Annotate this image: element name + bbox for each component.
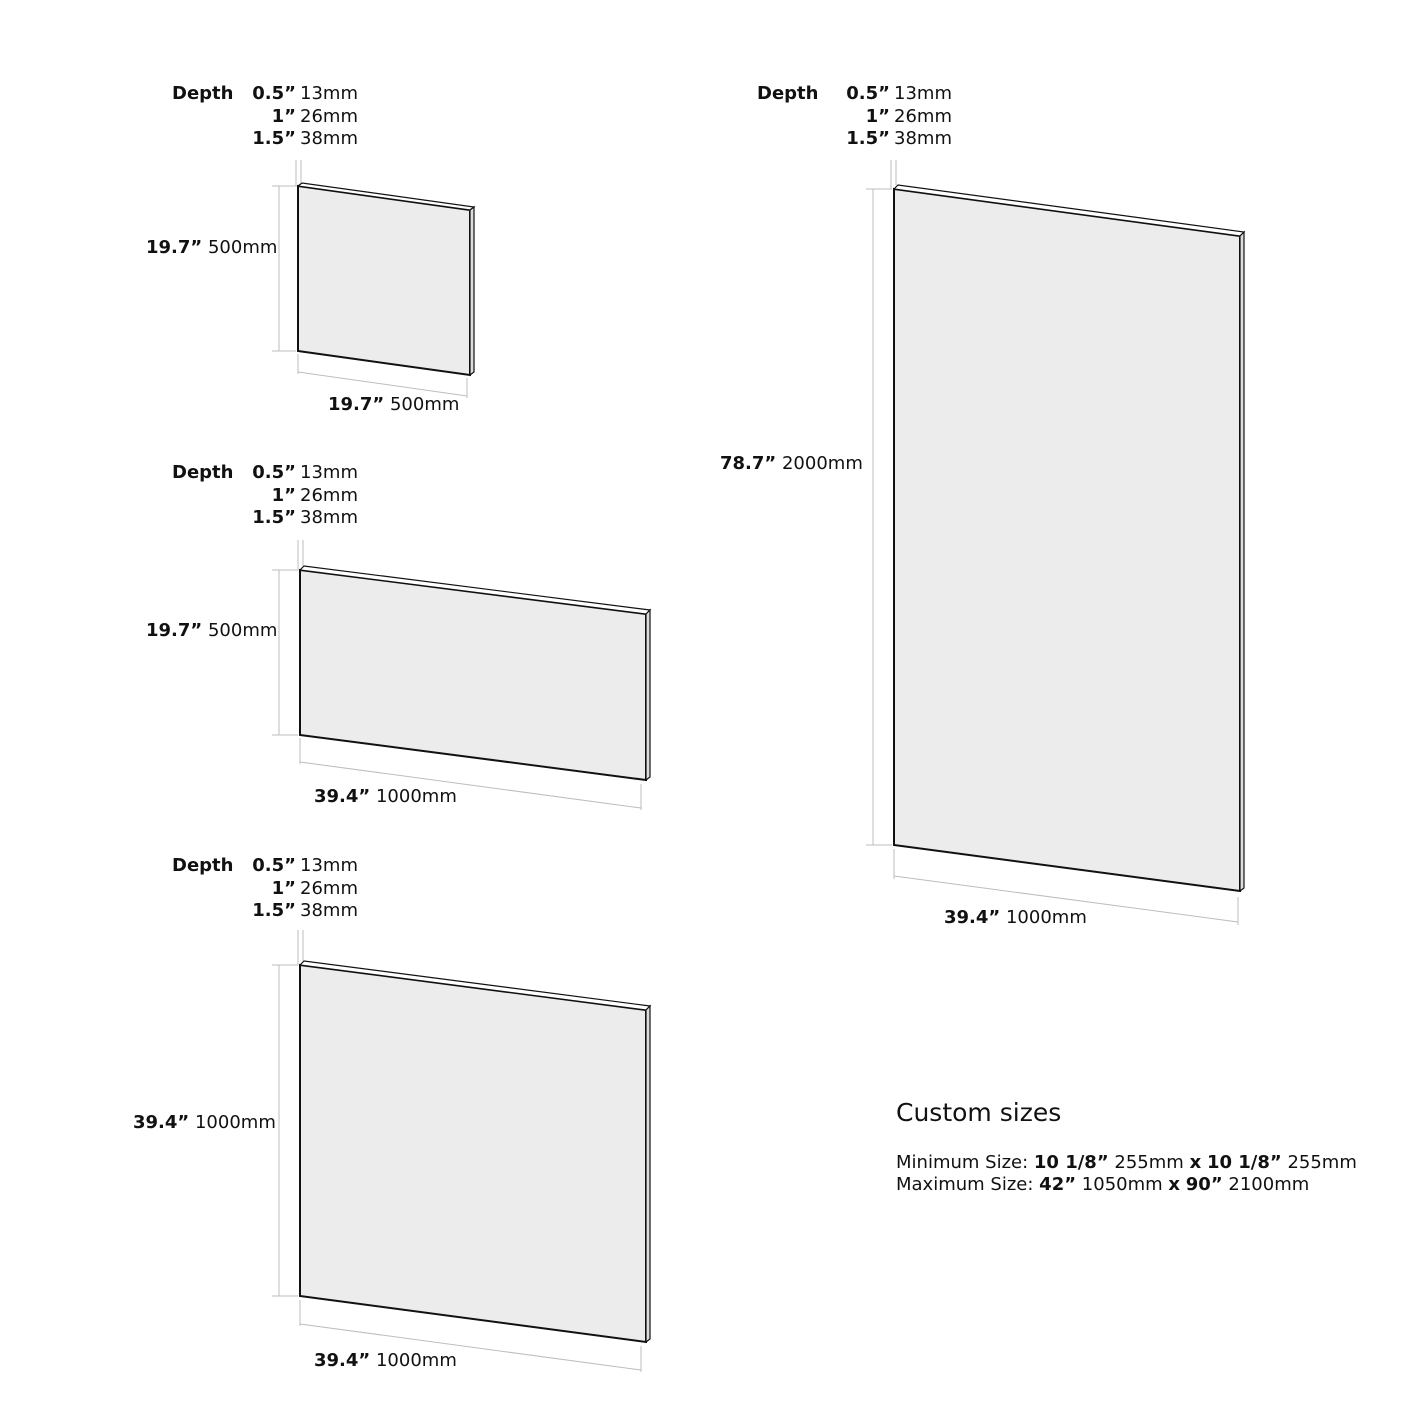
width-inch: 39.4” [314, 1350, 371, 1371]
minimum-width-mm: 255mm [1114, 1152, 1184, 1173]
width-mm: 1000mm [1005, 907, 1087, 928]
panel-1-height-label [146, 237, 277, 259]
panel-2-depth-heading: Depth [172, 462, 234, 483]
depth-option [240, 462, 358, 485]
depth-inch: 1.5” [252, 128, 296, 149]
maximum-size-line [896, 1174, 1309, 1195]
height-mm: 500mm [207, 620, 278, 641]
width-inch: 19.7” [328, 394, 385, 415]
depth-option [240, 485, 358, 508]
custom-sizes-title: Custom sizes [896, 1098, 1062, 1127]
panel-3-face [300, 965, 646, 1342]
width-inch: 39.4” [944, 907, 1001, 928]
minimum-size-line [896, 1152, 1357, 1173]
depth-mm: 38mm [300, 507, 358, 528]
minimum-width-inch: 10 1/8” [1033, 1152, 1109, 1173]
panel-3-depth-heading: Depth [172, 855, 234, 876]
depth-option [834, 128, 952, 151]
minimum-height-inch: 10 1/8” [1206, 1152, 1282, 1173]
depth-inch: 1.5” [846, 128, 890, 149]
depth-mm: 26mm [300, 877, 358, 899]
depth-inch: 1” [865, 105, 890, 127]
minimum-height-mm: 255mm [1287, 1152, 1357, 1173]
panel-2-width-label [314, 786, 457, 808]
width-mm: 1000mm [375, 1350, 457, 1371]
maximum-size-label: Maximum Size: [896, 1174, 1034, 1195]
minimum-times-sign: x [1189, 1152, 1202, 1173]
depth-mm: 13mm [894, 83, 952, 104]
height-mm: 500mm [207, 237, 278, 258]
panel-3-depth-options [240, 855, 358, 923]
panel-1-width-label [328, 394, 459, 416]
panel-1-depth-options [240, 83, 358, 151]
panel-4-depth-heading: Depth [757, 83, 819, 104]
depth-mm: 38mm [300, 900, 358, 921]
panel-2-depth-options [240, 462, 358, 530]
panel-3-side-edge [646, 1006, 650, 1342]
depth-option [240, 128, 358, 151]
height-mm: 1000mm [194, 1112, 276, 1133]
panel-2-height-label [146, 620, 277, 642]
maximum-width-inch: 42” [1039, 1174, 1077, 1195]
panel-3-drawing [272, 930, 650, 1372]
depth-option [834, 106, 952, 129]
panel-4-height-label [720, 453, 863, 475]
depth-inch: 1” [271, 877, 296, 899]
depth-mm: 26mm [894, 105, 952, 127]
height-inch: 78.7” [720, 453, 777, 474]
minimum-size-label: Minimum Size: [896, 1152, 1029, 1173]
panel-4-depth-options [834, 83, 952, 151]
maximum-height-mm: 2100mm [1228, 1174, 1310, 1195]
panel-2-drawing [272, 540, 650, 810]
maximum-height-inch: 90” [1185, 1174, 1223, 1195]
depth-inch: 0.5” [252, 462, 296, 483]
depth-inch: 1.5” [252, 507, 296, 528]
depth-mm: 13mm [300, 855, 358, 876]
depth-inch: 0.5” [846, 83, 890, 104]
depth-mm: 13mm [300, 462, 358, 483]
depth-inch: 0.5” [252, 855, 296, 876]
depth-option [240, 83, 358, 106]
depth-inch: 1.5” [252, 900, 296, 921]
depth-option [240, 507, 358, 530]
depth-option [240, 106, 358, 129]
panel-4-width-label [944, 907, 1087, 929]
maximum-times-sign: x [1168, 1174, 1181, 1195]
panel-2-side-edge [646, 610, 650, 780]
height-mm: 2000mm [781, 453, 863, 474]
panel-4-drawing [866, 160, 1244, 925]
panel-1-face [298, 186, 470, 375]
panel-2-face [300, 570, 646, 780]
depth-option [240, 878, 358, 901]
depth-mm: 26mm [300, 105, 358, 127]
depth-mm: 13mm [300, 83, 358, 104]
panel-4-side-edge [1240, 232, 1244, 891]
depth-option [240, 900, 358, 923]
depth-option [834, 83, 952, 106]
panel-3-width-label [314, 1350, 457, 1372]
panel-1-depth-heading: Depth [172, 83, 234, 104]
height-inch: 19.7” [146, 237, 203, 258]
panel-4-face [894, 189, 1240, 891]
panel-1-side-edge [470, 207, 474, 375]
panel-3-height-label [133, 1112, 276, 1134]
height-inch: 39.4” [133, 1112, 190, 1133]
depth-mm: 38mm [894, 128, 952, 149]
width-inch: 39.4” [314, 786, 371, 807]
depth-option [240, 855, 358, 878]
width-mm: 500mm [389, 394, 460, 415]
width-mm: 1000mm [375, 786, 457, 807]
depth-inch: 1” [271, 484, 296, 506]
maximum-width-mm: 1050mm [1081, 1174, 1163, 1195]
depth-mm: 26mm [300, 484, 358, 506]
panel-1-drawing [272, 160, 474, 398]
depth-mm: 38mm [300, 128, 358, 149]
depth-inch: 0.5” [252, 83, 296, 104]
depth-inch: 1” [271, 105, 296, 127]
height-inch: 19.7” [146, 620, 203, 641]
